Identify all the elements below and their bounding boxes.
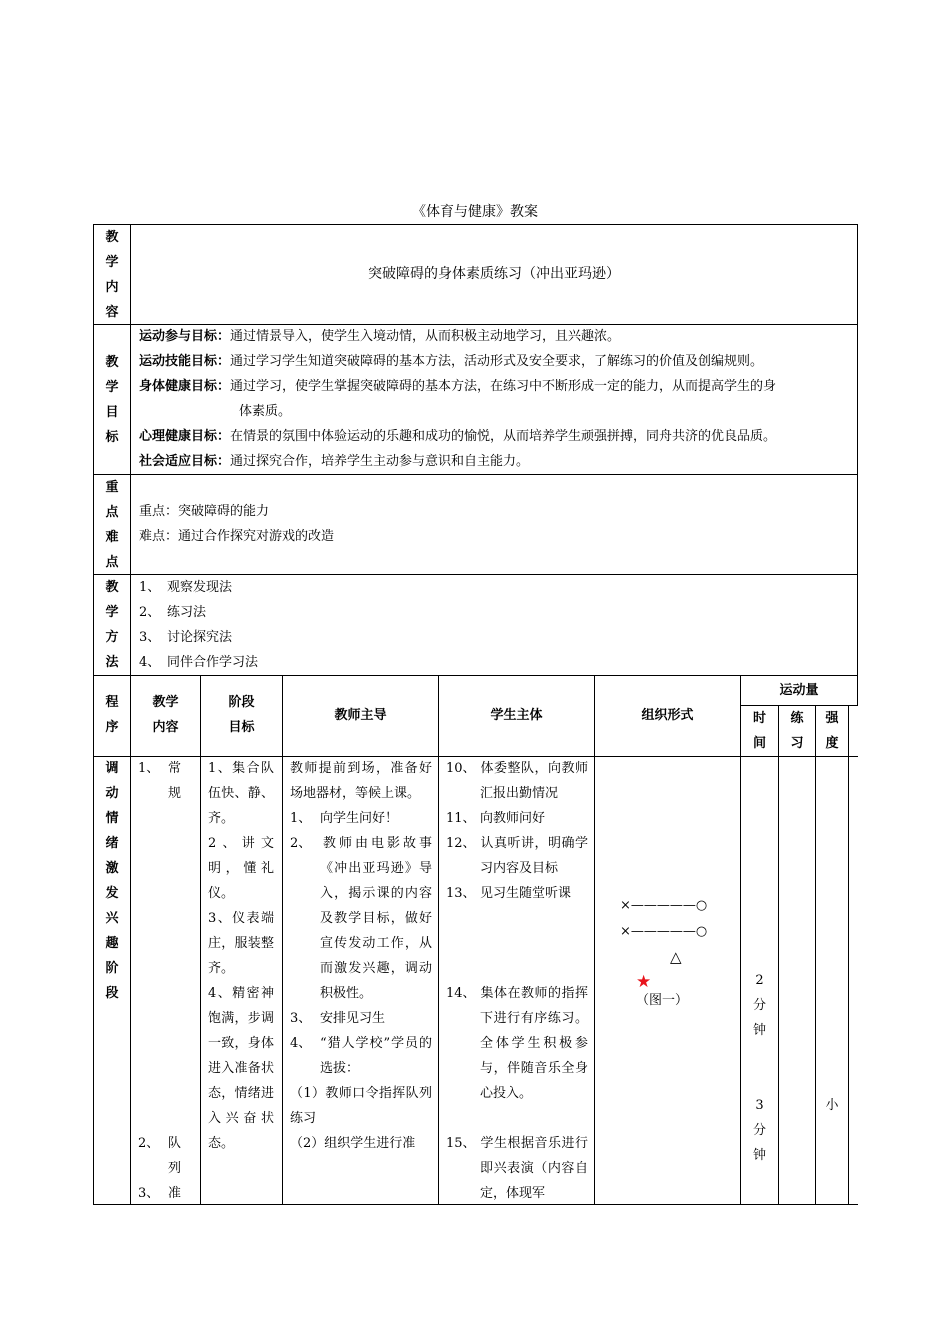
- stage-goal-item: 3、仪表端庄，服装整齐。: [208, 911, 274, 976]
- goal-text: 通过情景导入，使学生入境动情，从而积极主动地学习，且兴趣浓。: [230, 329, 621, 344]
- goal-text: 体素质。: [239, 404, 292, 419]
- goal-health: [139, 374, 776, 399]
- student-item-text: 学生根据音乐进行即兴表演（内容自定，体现军: [480, 1136, 588, 1201]
- student-item-number: 10、: [446, 761, 476, 776]
- goal-text: 通过探究合作，培养学生主动参与意识和自主能力。: [230, 454, 530, 469]
- content-number: 2、: [138, 1136, 160, 1151]
- goal-label: 身体健康目标：: [139, 379, 231, 394]
- col-intensity: [848, 705, 849, 1205]
- student-item: [446, 831, 588, 881]
- teacher-item-number: 2、: [290, 836, 312, 851]
- header-time: 时 间: [752, 711, 766, 751]
- col-time: [778, 705, 779, 1205]
- star-icon: ★: [636, 972, 652, 992]
- method-text: 观察发现法: [167, 580, 233, 595]
- content-text: 队列: [168, 1136, 182, 1176]
- teacher-item-text: 安排见习生: [320, 1011, 386, 1026]
- goal-psychology: [139, 424, 776, 449]
- lesson-topic: 突破障碍的身体素质练习（冲出亚玛逊）: [368, 266, 620, 282]
- student-item-number: 14、: [446, 986, 476, 1001]
- method-item: [139, 600, 206, 625]
- method-number: 1、: [139, 580, 161, 595]
- content-text: 常规: [168, 761, 182, 801]
- method-text: 讨论探究法: [167, 630, 233, 645]
- goal-text: 通过学习学生知道突破障碍的基本方法，活动形式及安全要求，了解练习的价值及创编规则。: [230, 354, 764, 369]
- goal-social: [139, 449, 529, 474]
- student-item-text: 见习生随堂听课: [480, 886, 572, 901]
- method-item: [139, 625, 232, 650]
- goals-label: 教 学 目 标: [105, 355, 119, 445]
- student-item: [446, 1131, 588, 1204]
- doc-title: 《体育与健康》教案: [412, 204, 538, 220]
- goal-skill: [139, 349, 763, 374]
- teacher-sub-item: （1）教师口令指挥队列练习: [290, 1086, 432, 1126]
- time-value: 2 分 钟: [752, 973, 766, 1038]
- stage-goal-item: 4、精密神饱满，步调一致，身体进入准备状态，情绪进入兴奋状态。: [208, 986, 274, 1151]
- key-label: 重 点 难 点: [105, 480, 119, 570]
- teacher-item: [290, 1006, 432, 1031]
- time-value: 3 分 钟: [752, 1098, 766, 1163]
- header-practice: 练 习: [790, 711, 804, 751]
- student-item-number: 15、: [446, 1136, 476, 1151]
- teacher-column: [290, 756, 432, 1204]
- student-spacer: [446, 906, 588, 981]
- col-content: [200, 675, 201, 1205]
- method-item: [139, 650, 258, 675]
- stage-goal-item: 1、集合队伍快、静、齐。: [208, 761, 274, 826]
- teacher-item-number: 4、: [290, 1036, 312, 1051]
- border-bottom: [93, 1204, 858, 1205]
- goal-label: 运动参与目标：: [139, 329, 231, 344]
- goal-participation: [139, 324, 620, 349]
- student-item-text: 体委整队，向教师汇报出勤情况: [480, 761, 588, 801]
- teacher-intro: 教师提前到场，准备好场地器材，等候上课。: [290, 761, 432, 801]
- col-practice: [815, 705, 816, 1205]
- key-difficulty: 难点：通过合作探究对游戏的改造: [139, 529, 335, 544]
- student-spacer: [446, 1106, 588, 1131]
- header-stage-goal: 阶段 目标: [228, 695, 255, 735]
- method-number: 4、: [139, 655, 161, 670]
- teacher-item-number: 3、: [290, 1011, 312, 1026]
- content-label: 教 学 内 容: [105, 230, 119, 320]
- goal-text: 在情景的氛围中体验运动的乐趣和成功的愉悦，从而培养学生顽强拼搏，同舟共济的优良品质。: [230, 429, 777, 444]
- student-item: [446, 981, 588, 1106]
- goal-health-cont: [239, 399, 291, 424]
- goal-text: 通过学习，使学生掌握突破障碍的基本方法，在练习中不断形成一定的能力，从而提高学生的身: [230, 379, 777, 394]
- student-item-number: 11、: [446, 811, 476, 826]
- teacher-sub-item: （2）组织学生进行准: [290, 1136, 416, 1151]
- teacher-item-text: 向学生问好！: [320, 811, 399, 826]
- formation-line: ×—————○: [620, 924, 708, 939]
- method-number: 3、: [139, 630, 161, 645]
- content-text: 准: [168, 1186, 182, 1201]
- method-text: 练习法: [167, 605, 207, 620]
- method-item: [139, 575, 232, 600]
- content-number: 3、: [138, 1186, 160, 1201]
- goal-label: 运动技能目标：: [139, 354, 231, 369]
- student-item-number: 12、: [446, 836, 476, 851]
- border-top: [93, 224, 858, 225]
- teacher-item-text: “猎人学校”学员的选拔：: [320, 1036, 432, 1076]
- header-procedure: 程 序: [105, 695, 119, 735]
- col-teacher: [438, 675, 439, 1205]
- header-content: 教学 内容: [152, 695, 179, 735]
- student-item-text: 集体在教师的指挥下进行有序练习。全体学生积极参与，伴随音乐全身心投入。: [480, 986, 588, 1101]
- teacher-item: [290, 1031, 432, 1081]
- content-number: 1、: [138, 761, 160, 776]
- method-number: 2、: [139, 605, 161, 620]
- student-item-text: 向教师问好: [480, 811, 546, 826]
- goal-label: 心理健康目标：: [139, 429, 231, 444]
- stage-goals: [208, 756, 274, 1204]
- student-item-text: 认真听讲，明确学习内容及目标: [480, 836, 588, 876]
- intensity-value: 小: [825, 1098, 839, 1113]
- key-focus: 重点：突破障碍的能力: [139, 504, 270, 519]
- border-right-load: [857, 675, 858, 706]
- header-organization: 组织形式: [641, 708, 694, 723]
- col-goal: [282, 675, 283, 1205]
- col-student: [594, 675, 595, 1205]
- student-item: [446, 806, 588, 831]
- border-right: [857, 224, 858, 676]
- stage-name: 调 动 情 绪 激 发 兴 趣 阶 段: [105, 761, 119, 1001]
- teacher-item-number: 1、: [290, 811, 312, 826]
- header-student: 学生主体: [490, 708, 543, 723]
- formation-diagram: [600, 893, 740, 1023]
- header-load: 运动量: [779, 683, 819, 698]
- student-item: [446, 756, 588, 806]
- student-item: [446, 881, 588, 906]
- triangle-icon: △: [670, 948, 682, 966]
- header-teacher: 教师主导: [334, 708, 387, 723]
- method-text: 同伴合作学习法: [167, 655, 259, 670]
- goal-label: 社会适应目标：: [139, 454, 231, 469]
- teacher-item: [290, 806, 432, 831]
- formation-line: ×—————○: [620, 898, 708, 913]
- divider-methods: [93, 675, 858, 676]
- teacher-item-text: 教师由电影故事《冲出亚玛逊》导入，揭示课的内容及教学目标，做好宣传发动工作，从而激发兴趣，调动积极性。: [320, 836, 432, 1001]
- divider-goals: [93, 474, 858, 475]
- methods-label: 教 学 方 法: [105, 580, 119, 670]
- diagram-caption: （图一）: [636, 993, 689, 1008]
- header-intensity: 强 度: [825, 711, 839, 751]
- teacher-item: [290, 831, 432, 1006]
- student-column: [446, 756, 588, 1204]
- stage-goal-item: 2、讲文明，懂礼仪。: [208, 836, 274, 901]
- student-item-number: 13、: [446, 886, 476, 901]
